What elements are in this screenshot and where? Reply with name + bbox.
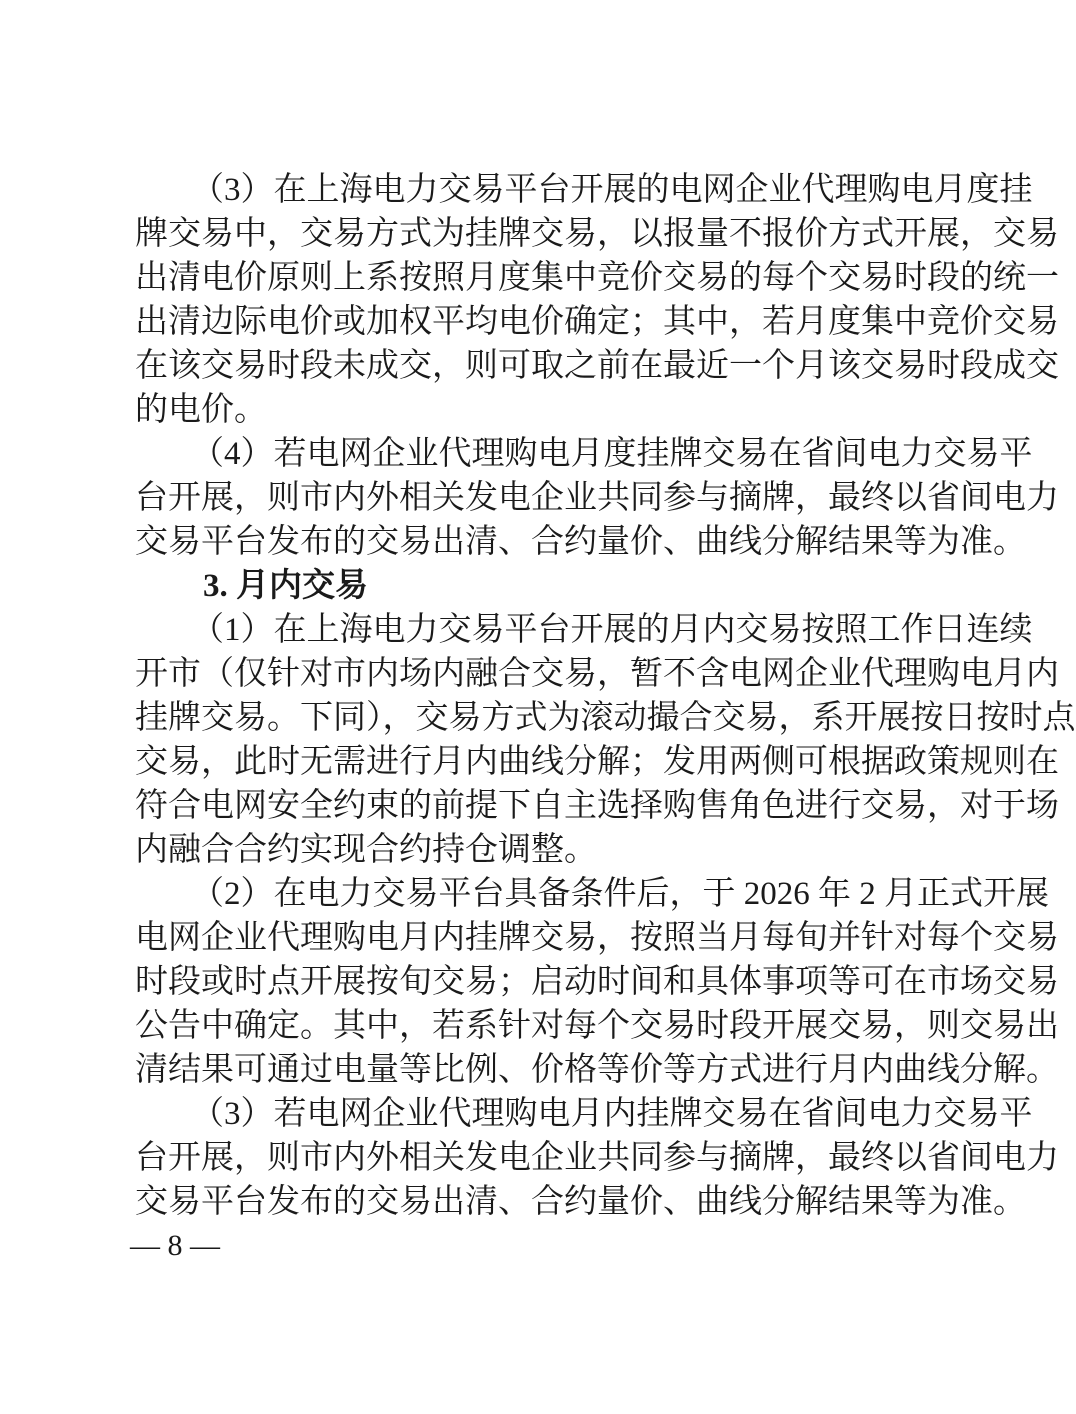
text-line: 清结果可通过电量等比例、价格等价等方式进行月内曲线分解。 bbox=[135, 1052, 1059, 1088]
text-line: 在该交易时段未成交，则可取之前在最近一个月该交易时段成交 bbox=[135, 348, 1059, 384]
document-body bbox=[135, 168, 1076, 1224]
text-line: （2）在电力交易平台具备条件后，于 2026 年 2 月正式开展 bbox=[191, 876, 1049, 912]
text-line: 电网企业代理购电月内挂牌交易，按照当月每旬并针对每个交易 bbox=[135, 920, 1059, 956]
text-line: 3. 月内交易 bbox=[203, 568, 368, 604]
text-line: 公告中确定。其中，若系针对每个交易时段开展交易，则交易出 bbox=[135, 1008, 1059, 1044]
text-line: 挂牌交易。下同），交易方式为滚动撮合交易，系开展按日按时点 bbox=[135, 700, 1076, 736]
paragraph bbox=[135, 432, 1059, 564]
page-number: — 8 — bbox=[130, 1229, 220, 1262]
text-line: 的电价。 bbox=[135, 392, 267, 428]
text-line: 时段或时点开展按旬交易；启动时间和具体事项等可在市场交易 bbox=[135, 964, 1059, 1000]
text-line: 出清边际电价或加权平均电价确定；其中，若月度集中竞价交易 bbox=[135, 304, 1059, 340]
text-line: （1）在上海电力交易平台开展的月内交易按照工作日连续 bbox=[191, 612, 1033, 648]
text-line: 交易，此时无需进行月内曲线分解；发用两侧可根据政策规则在 bbox=[135, 744, 1059, 780]
text-line: 交易平台发布的交易出清、合约量价、曲线分解结果等为准。 bbox=[135, 1184, 1026, 1220]
text-line: 台开展，则市内外相关发电企业共同参与摘牌，最终以省间电力 bbox=[135, 480, 1059, 516]
paragraph bbox=[135, 168, 1059, 432]
text-line: 牌交易中，交易方式为挂牌交易，以报量不报价方式开展，交易 bbox=[135, 216, 1059, 252]
text-line: 出清电价原则上系按照月度集中竞价交易的每个交易时段的统一 bbox=[135, 260, 1059, 296]
text-line: 台开展，则市内外相关发电企业共同参与摘牌，最终以省间电力 bbox=[135, 1140, 1059, 1176]
paragraph bbox=[135, 872, 1059, 1092]
text-line: （4）若电网企业代理购电月度挂牌交易在省间电力交易平 bbox=[191, 436, 1033, 472]
paragraph bbox=[135, 1092, 1059, 1224]
text-line: （3）在上海电力交易平台开展的电网企业代理购电月度挂 bbox=[191, 172, 1033, 208]
section-heading bbox=[135, 564, 870, 608]
text-line: 符合电网安全约束的前提下自主选择购售角色进行交易，对于场 bbox=[135, 788, 1059, 824]
text-line: 内融合合约实现合约持仓调整。 bbox=[135, 832, 597, 868]
paragraph bbox=[135, 608, 1076, 872]
text-line: 交易平台发布的交易出清、合约量价、曲线分解结果等为准。 bbox=[135, 524, 1026, 560]
text-line: （3）若电网企业代理购电月内挂牌交易在省间电力交易平 bbox=[191, 1096, 1033, 1132]
text-line: 开市（仅针对市内场内融合交易，暂不含电网企业代理购电月内 bbox=[135, 656, 1059, 692]
